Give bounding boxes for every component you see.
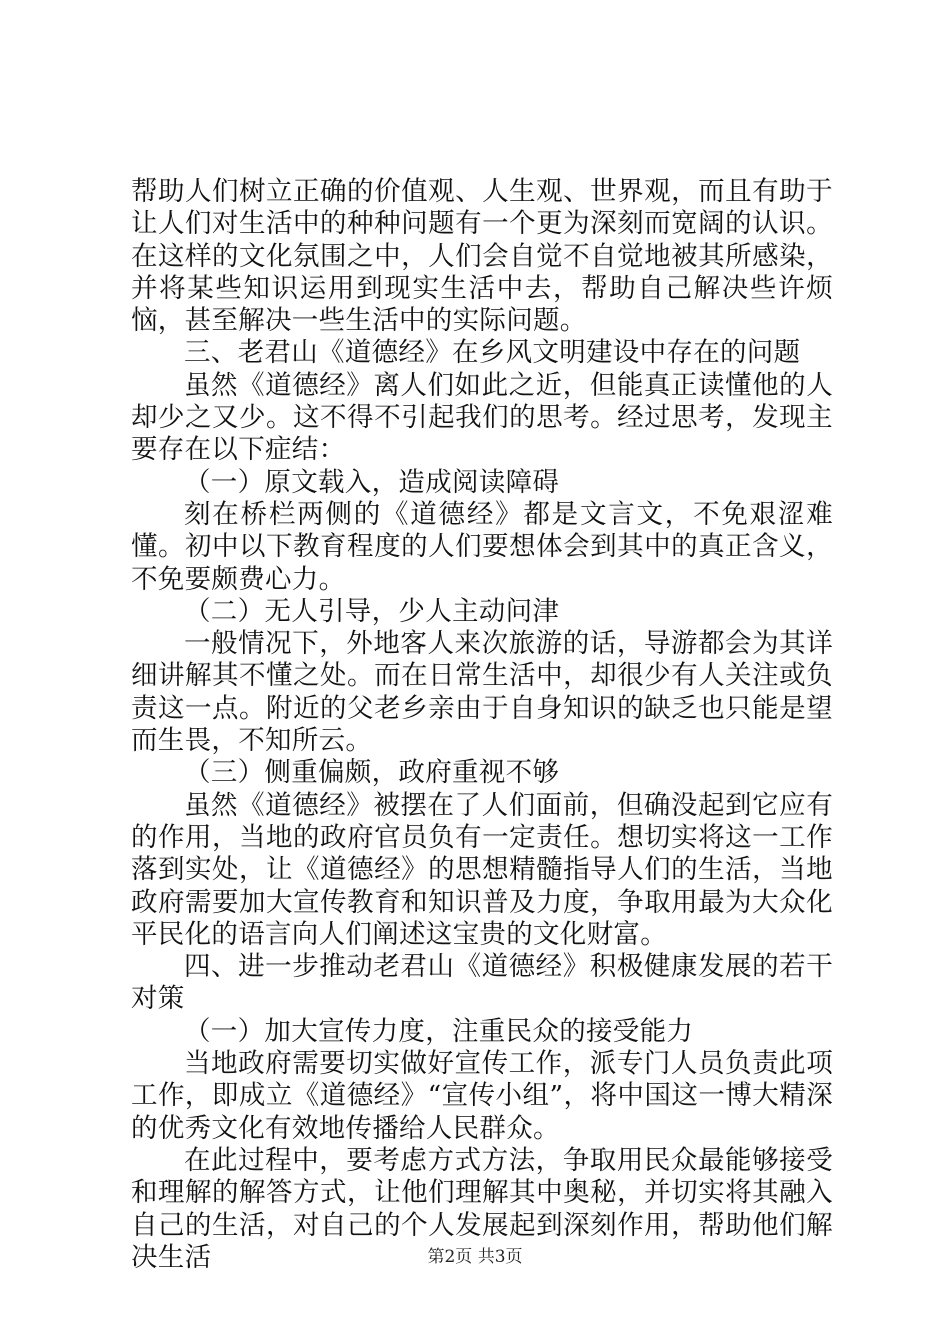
subsection-heading: （一）加大宣传力度，注重民众的接受能力 [184,1015,694,1047]
page-number-footer: 第2页 共3页 [427,1247,523,1267]
body-paragraph: 当地政府需要切实做好宣传工作，派专门人员负责此项工作，即成立《道德经》“宣传小组”，将中国这一博大精深的优秀文化有效地传播给人民群众。 [131,1048,833,1144]
body-paragraph: 在此过程中，要考虑方式方法，争取用民众最能够接受和理解的解答方式，让他们理解其中奥秘，并切实将其融入自己的生活，对自己的个人发展起到深刻作用，帮助他们解决生活 [131,1144,833,1273]
body-paragraph: 虽然《道德经》被摆在了人们面前，但确没起到它应有的作用，当地的政府官员负有一定责任。想切实将这一工作落到实处，让《道德经》的思想精髓指导人们的生活，当地政府需要加大宣传教育和知识普及力度，争取用最为大众化平民化的语言向人们阐述这宝贵的文化财富。 [131,789,833,950]
subsection-heading: （三）侧重偏颇，政府重视不够 [184,757,560,789]
section-heading: 四、进一步推动老君山《道德经》积极健康发展的若干对策 [131,951,833,1015]
body-paragraph: 一般情况下，外地客人来次旅游的话，导游都会为其详细讲解其不懂之处。而在日常生活中，却很少有人关注或负责这一点。附近的父老乡亲由于自身知识的缺乏也只能是望而生畏，不知所云。 [131,628,833,757]
subsection-heading: （二）无人引导，少人主动问津 [184,595,560,627]
document-body [131,176,833,1274]
section-heading: 三、老君山《道德经》在乡风文明建设中存在的问题 [184,337,801,369]
subsection-heading: （一）原文载入，造成阅读障碍 [184,466,560,498]
body-paragraph: 虽然《道德经》离人们如此之近，但能真正读懂他的人却少之又少。这不得不引起我们的思考。经过思考，发现主要存在以下症结： [131,369,833,466]
body-paragraph: 帮助人们树立正确的价值观、人生观、世界观，而且有助于让人们对生活中的种种问题有一个更为深刻而宽阔的认识。在这样的文化氛围之中，人们会自觉不自觉地被其所感染，并将某些知识运用到现实生活中去，帮助自己解决些许烦恼，甚至解决一些生活中的实际问题。 [131,176,833,337]
body-paragraph: 刻在桥栏两侧的《道德经》都是文言文，不免艰涩难懂。初中以下教育程度的人们要想体会到其中的真正含义，不免要颇费心力。 [131,498,833,595]
